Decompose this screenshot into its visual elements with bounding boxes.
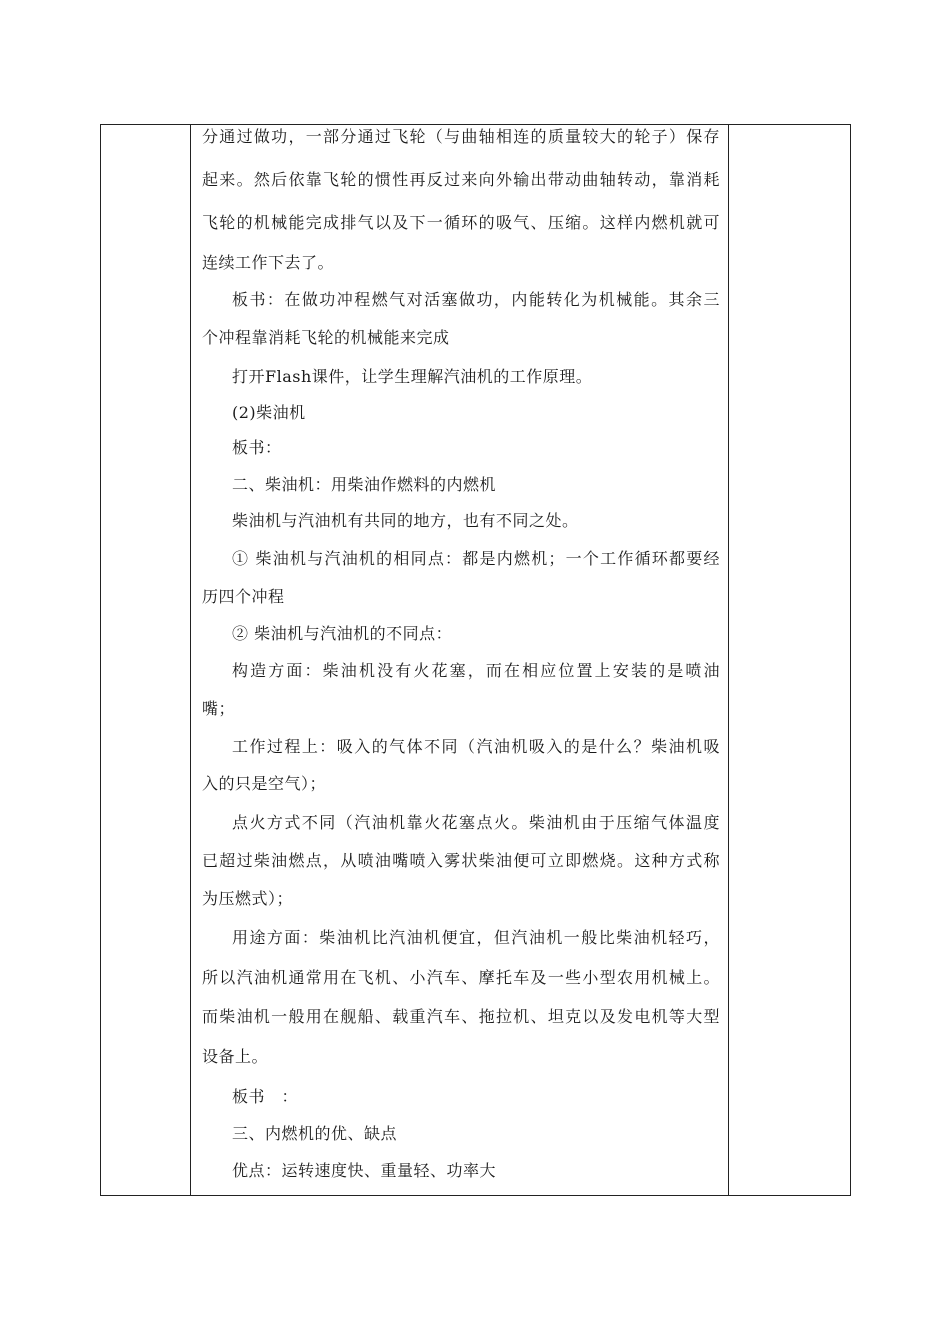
text-line: 个冲程靠消耗飞轮的机械能来完成 (202, 328, 450, 347)
text-line: 用途方面：柴油机比汽油机便宜，但汽油机一般比柴油机轻巧， (232, 928, 720, 947)
text-line: 板书：在做功冲程燃气对活塞做功，内能转化为机械能。其余三 (232, 290, 720, 309)
right-column-cell (728, 125, 850, 1195)
text-line: 已超过柴油燃点，从喷油嘴喷入雾状柴油便可立即燃烧。这种方式称 (202, 851, 720, 870)
text-line: 三、内燃机的优、缺点 (232, 1124, 398, 1143)
text-line: 为压燃式）； (202, 889, 294, 908)
text-line: 飞轮的机械能完成排气以及下一循环的吸气、压缩。这样内燃机就可 (202, 213, 720, 232)
content-column-cell (191, 125, 728, 1195)
text-line: 而柴油机一般用在舰船、载重汽车、拖拉机、坦克以及发电机等大型 (202, 1007, 720, 1026)
text-line: 点火方式不同（汽油机靠火花塞点火。柴油机由于压缩气体温度 (232, 813, 720, 832)
text-line: 板书 ： (232, 1087, 299, 1106)
text-line: 设备上。 (202, 1047, 269, 1066)
text-line: 板书： (232, 438, 282, 457)
left-column-cell (101, 125, 191, 1195)
text-line: 入的只是空气）； (202, 774, 327, 793)
text-line: 打开Flash课件，让学生理解汽油机的工作原理。 (232, 367, 593, 386)
text-line: ② 柴油机与汽油机的不同点： (232, 624, 453, 643)
text-line: (2)柴油机 (232, 403, 306, 422)
text-line: 连续工作下去了。 (202, 253, 335, 272)
text-line: 嘴； (202, 699, 236, 718)
text-line: ① 柴油机与汽油机的相同点：都是内燃机；一个工作循环都要经 (232, 549, 720, 568)
text-line: 工作过程上：吸入的气体不同（汽油机吸入的是什么？柴油机吸 (232, 737, 720, 756)
text-line: 构造方面：柴油机没有火花塞，而在相应位置上安装的是喷油 (232, 661, 720, 680)
text-line: 所以汽油机通常用在飞机、小汽车、摩托车及一些小型农用机械上。 (202, 968, 720, 987)
text-line: 优点：运转速度快、重量轻、功率大 (232, 1161, 497, 1180)
text-line: 起来。然后依靠飞轮的惯性再反过来向外输出带动曲轴转动，靠消耗 (202, 170, 720, 189)
text-line: 柴油机与汽油机有共同的地方，也有不同之处。 (232, 511, 579, 530)
text-line: 分通过做功，一部分通过飞轮（与曲轴相连的质量较大的轮子）保存 (202, 127, 720, 146)
text-line: 历四个冲程 (202, 587, 285, 606)
lesson-table (100, 124, 851, 1196)
text-line: 二、柴油机：用柴油作燃料的内燃机 (232, 475, 497, 494)
